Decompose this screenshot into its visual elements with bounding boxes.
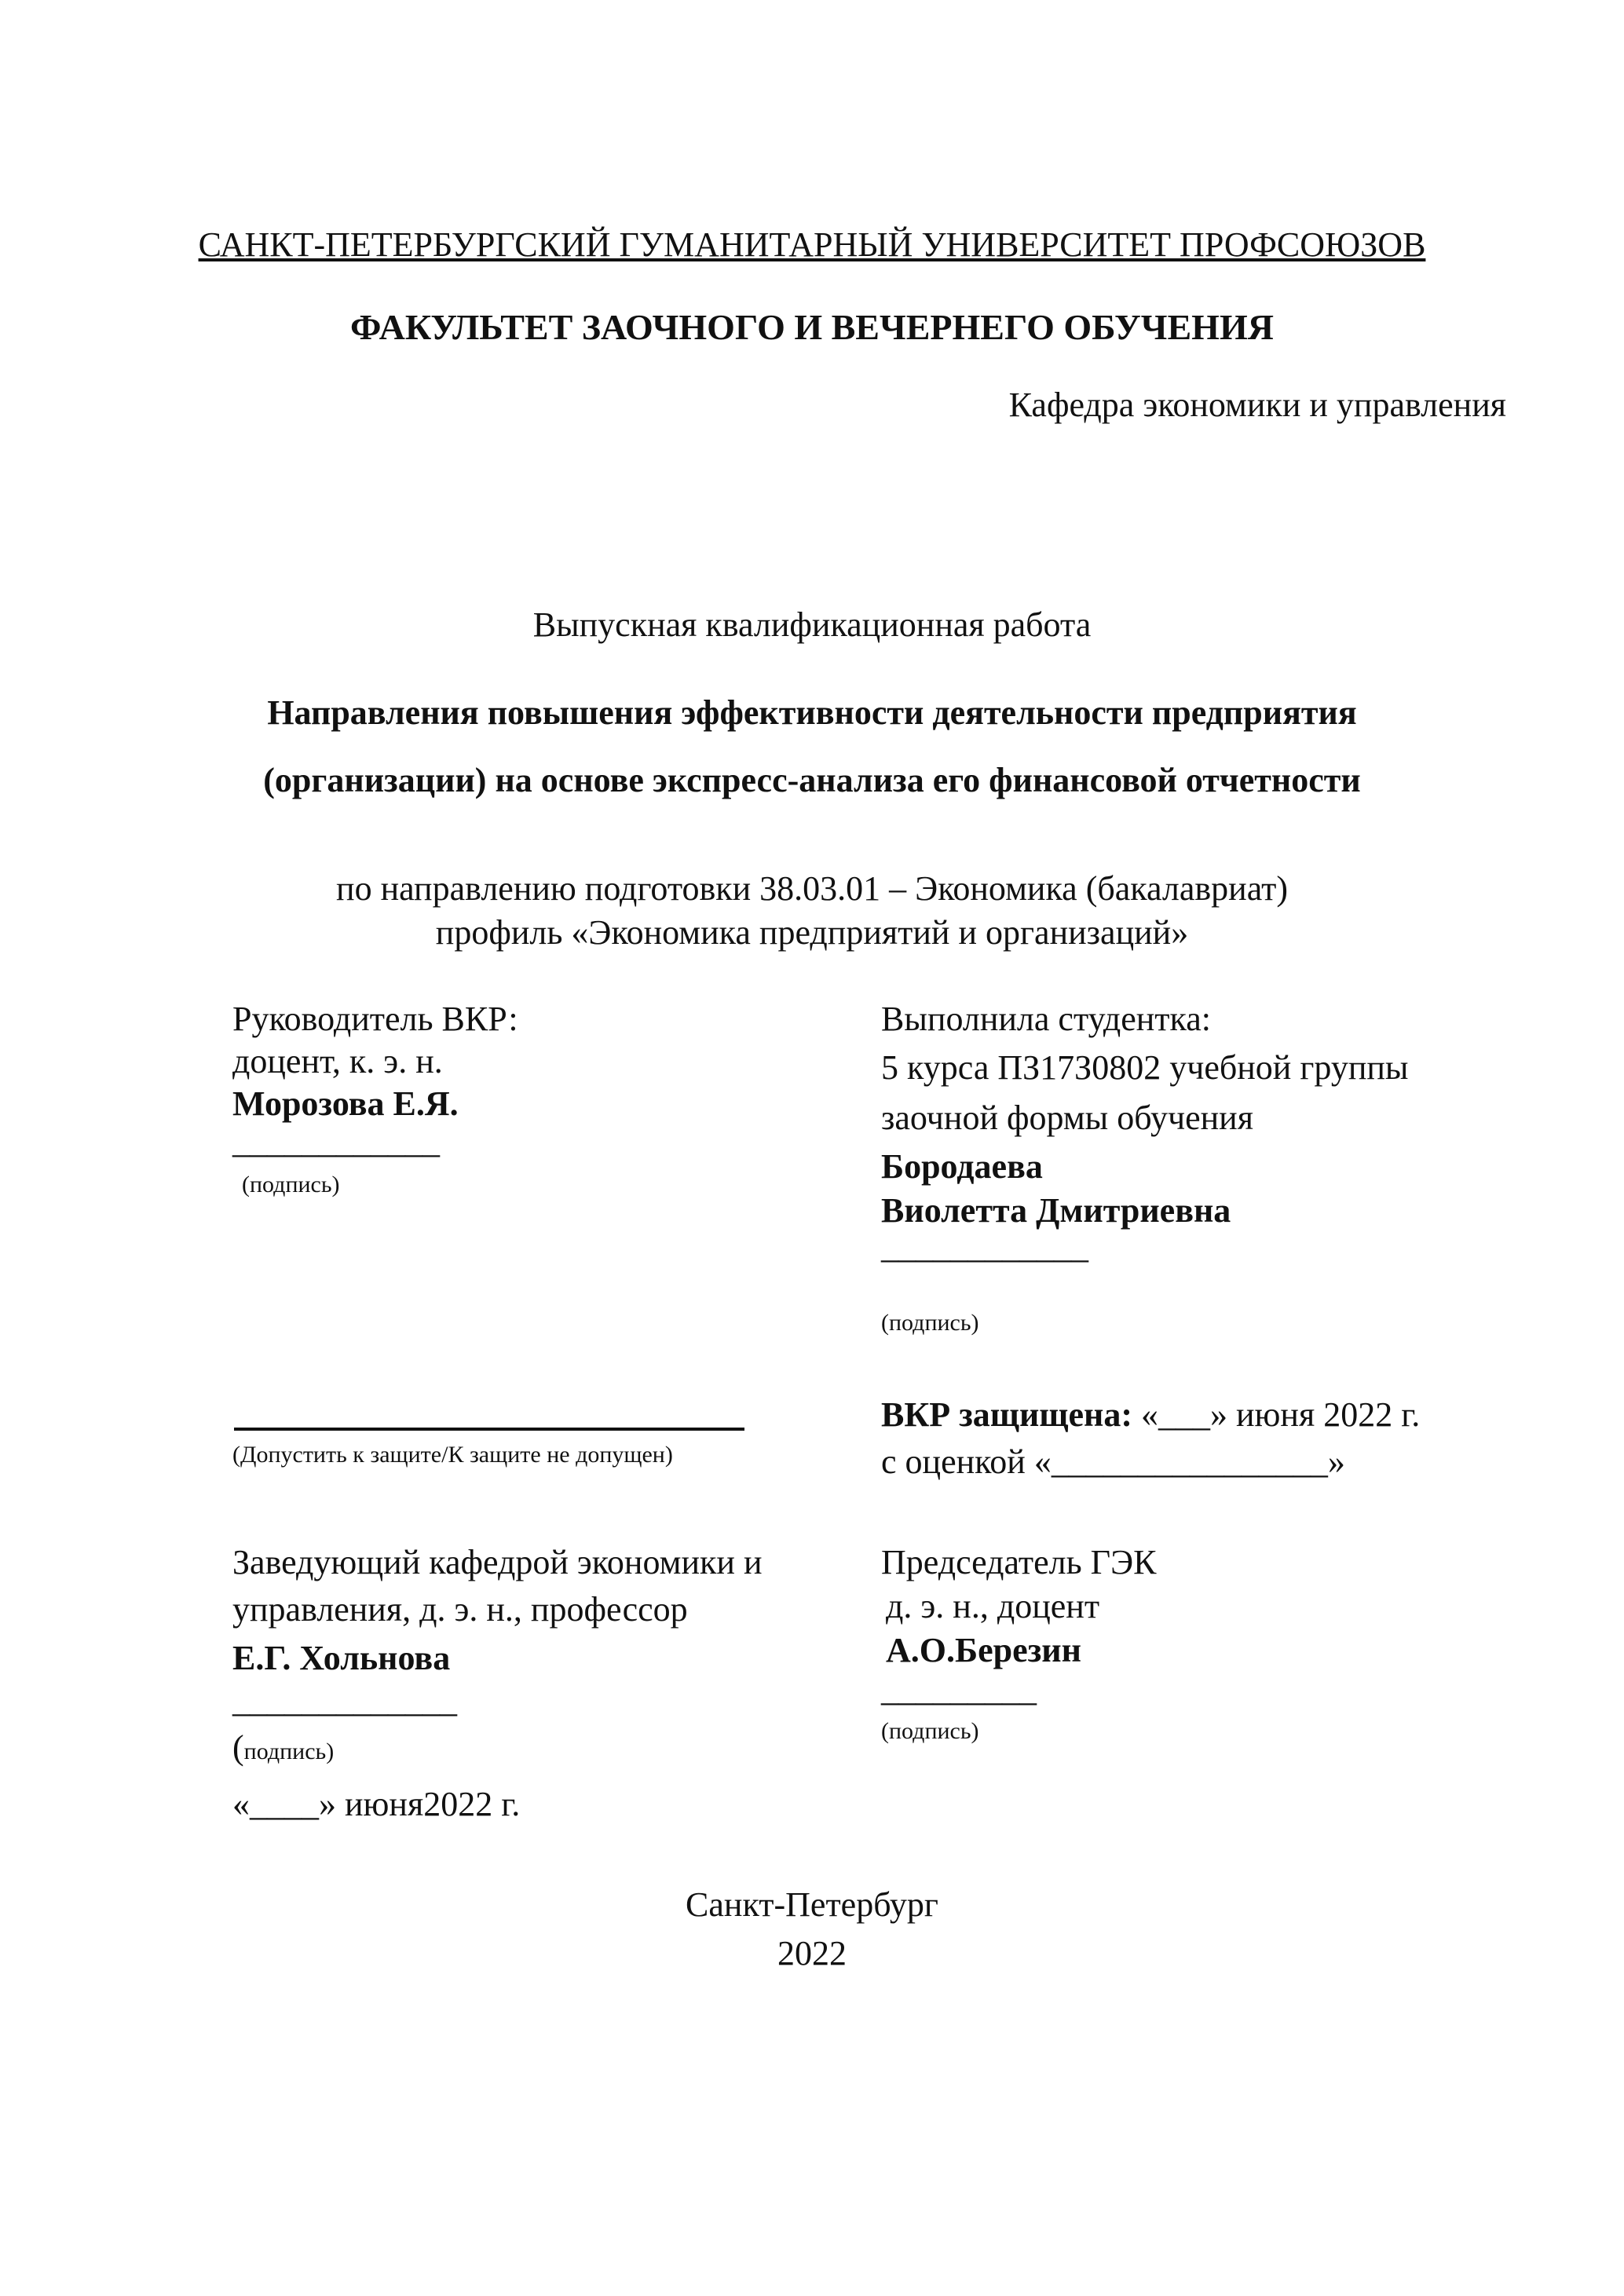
supervisor-signature-line: ____________ [232, 1122, 440, 1161]
supervisor-signature-caption: (подпись) [242, 1172, 340, 1197]
head-signature-caption: подпись) [243, 1738, 335, 1764]
head-title-line2: управления, д. э. н., профессор [232, 1590, 688, 1629]
head-signature-line: _____________ [232, 1681, 457, 1720]
defense-label: ВКР защищена: [881, 1395, 1132, 1434]
gek-chair-label: Председатель ГЭК [881, 1543, 1157, 1581]
footer-city: Санкт-Петербург [686, 1885, 938, 1924]
student-signature-line: ____________ [881, 1227, 1088, 1266]
admission-caption: (Допустить к защите/К защите не допущен) [232, 1442, 673, 1468]
supervisor-label: Руководитель ВКР: [232, 1000, 518, 1038]
supervisor-degree: доцент, к. э. н. [232, 1042, 443, 1080]
head-signature-caption-wrap [232, 1727, 334, 1768]
head-title-line1: Заведующий кафедрой экономики и [232, 1543, 763, 1581]
gek-chair-signature-line: _________ [881, 1670, 1037, 1709]
gek-chair-degree: д. э. н., доцент [886, 1587, 1100, 1625]
student-surname: Бородаева [881, 1147, 1043, 1186]
supervisor-name: Морозова Е.Я. [232, 1084, 459, 1123]
work-title-line1: Направления повышения эффективности деятельности предприятия [267, 693, 1357, 732]
gek-chair-signature-caption: (подпись) [881, 1718, 979, 1744]
footer-year: 2022 [777, 1934, 847, 1972]
student-label: Выполнила студентка: [881, 1000, 1211, 1038]
gek-chair-name: А.О.Березин [886, 1631, 1082, 1669]
head-name: Е.Г. Хольнова [232, 1639, 451, 1677]
department-name: Кафедра экономики и управления [1008, 386, 1506, 424]
work-type: Выпускная квалификационная работа [532, 605, 1092, 644]
defense-date-line [881, 1395, 1420, 1435]
student-name: Виолетта Дмитриевна [881, 1191, 1231, 1230]
student-signature-caption: (подпись) [881, 1310, 979, 1336]
work-profile: профиль «Экономика предприятий и организаций» [435, 913, 1189, 952]
university-name: САНКТ-ПЕТЕРБУРГСКИЙ ГУМАНИТАРНЫЙ УНИВЕРСИТЕТ ПРОФСОЮЗОВ [198, 225, 1426, 264]
defense-date: «___» июня 2022 г. [1132, 1395, 1421, 1434]
student-form: заочной формы обучения [881, 1099, 1253, 1137]
head-date: «____» июня2022 г. [232, 1785, 521, 1823]
faculty-name: ФАКУЛЬТЕТ ЗАОЧНОГО И ВЕЧЕРНЕГО ОБУЧЕНИЯ [350, 307, 1274, 347]
student-course: 5 курса ПЗ17З0802 учебной группы [881, 1048, 1409, 1087]
defense-grade: с оценкой «________________» [881, 1442, 1345, 1481]
head-signature-paren: ( [232, 1728, 244, 1767]
work-direction: по направлению подготовки 38.03.01 – Экономика (бакалавриат) [336, 869, 1288, 908]
work-title-line2: (организации) на основе экспресс-анализа его финансовой отчетности [263, 761, 1361, 799]
admission-signature-line [234, 1428, 744, 1431]
